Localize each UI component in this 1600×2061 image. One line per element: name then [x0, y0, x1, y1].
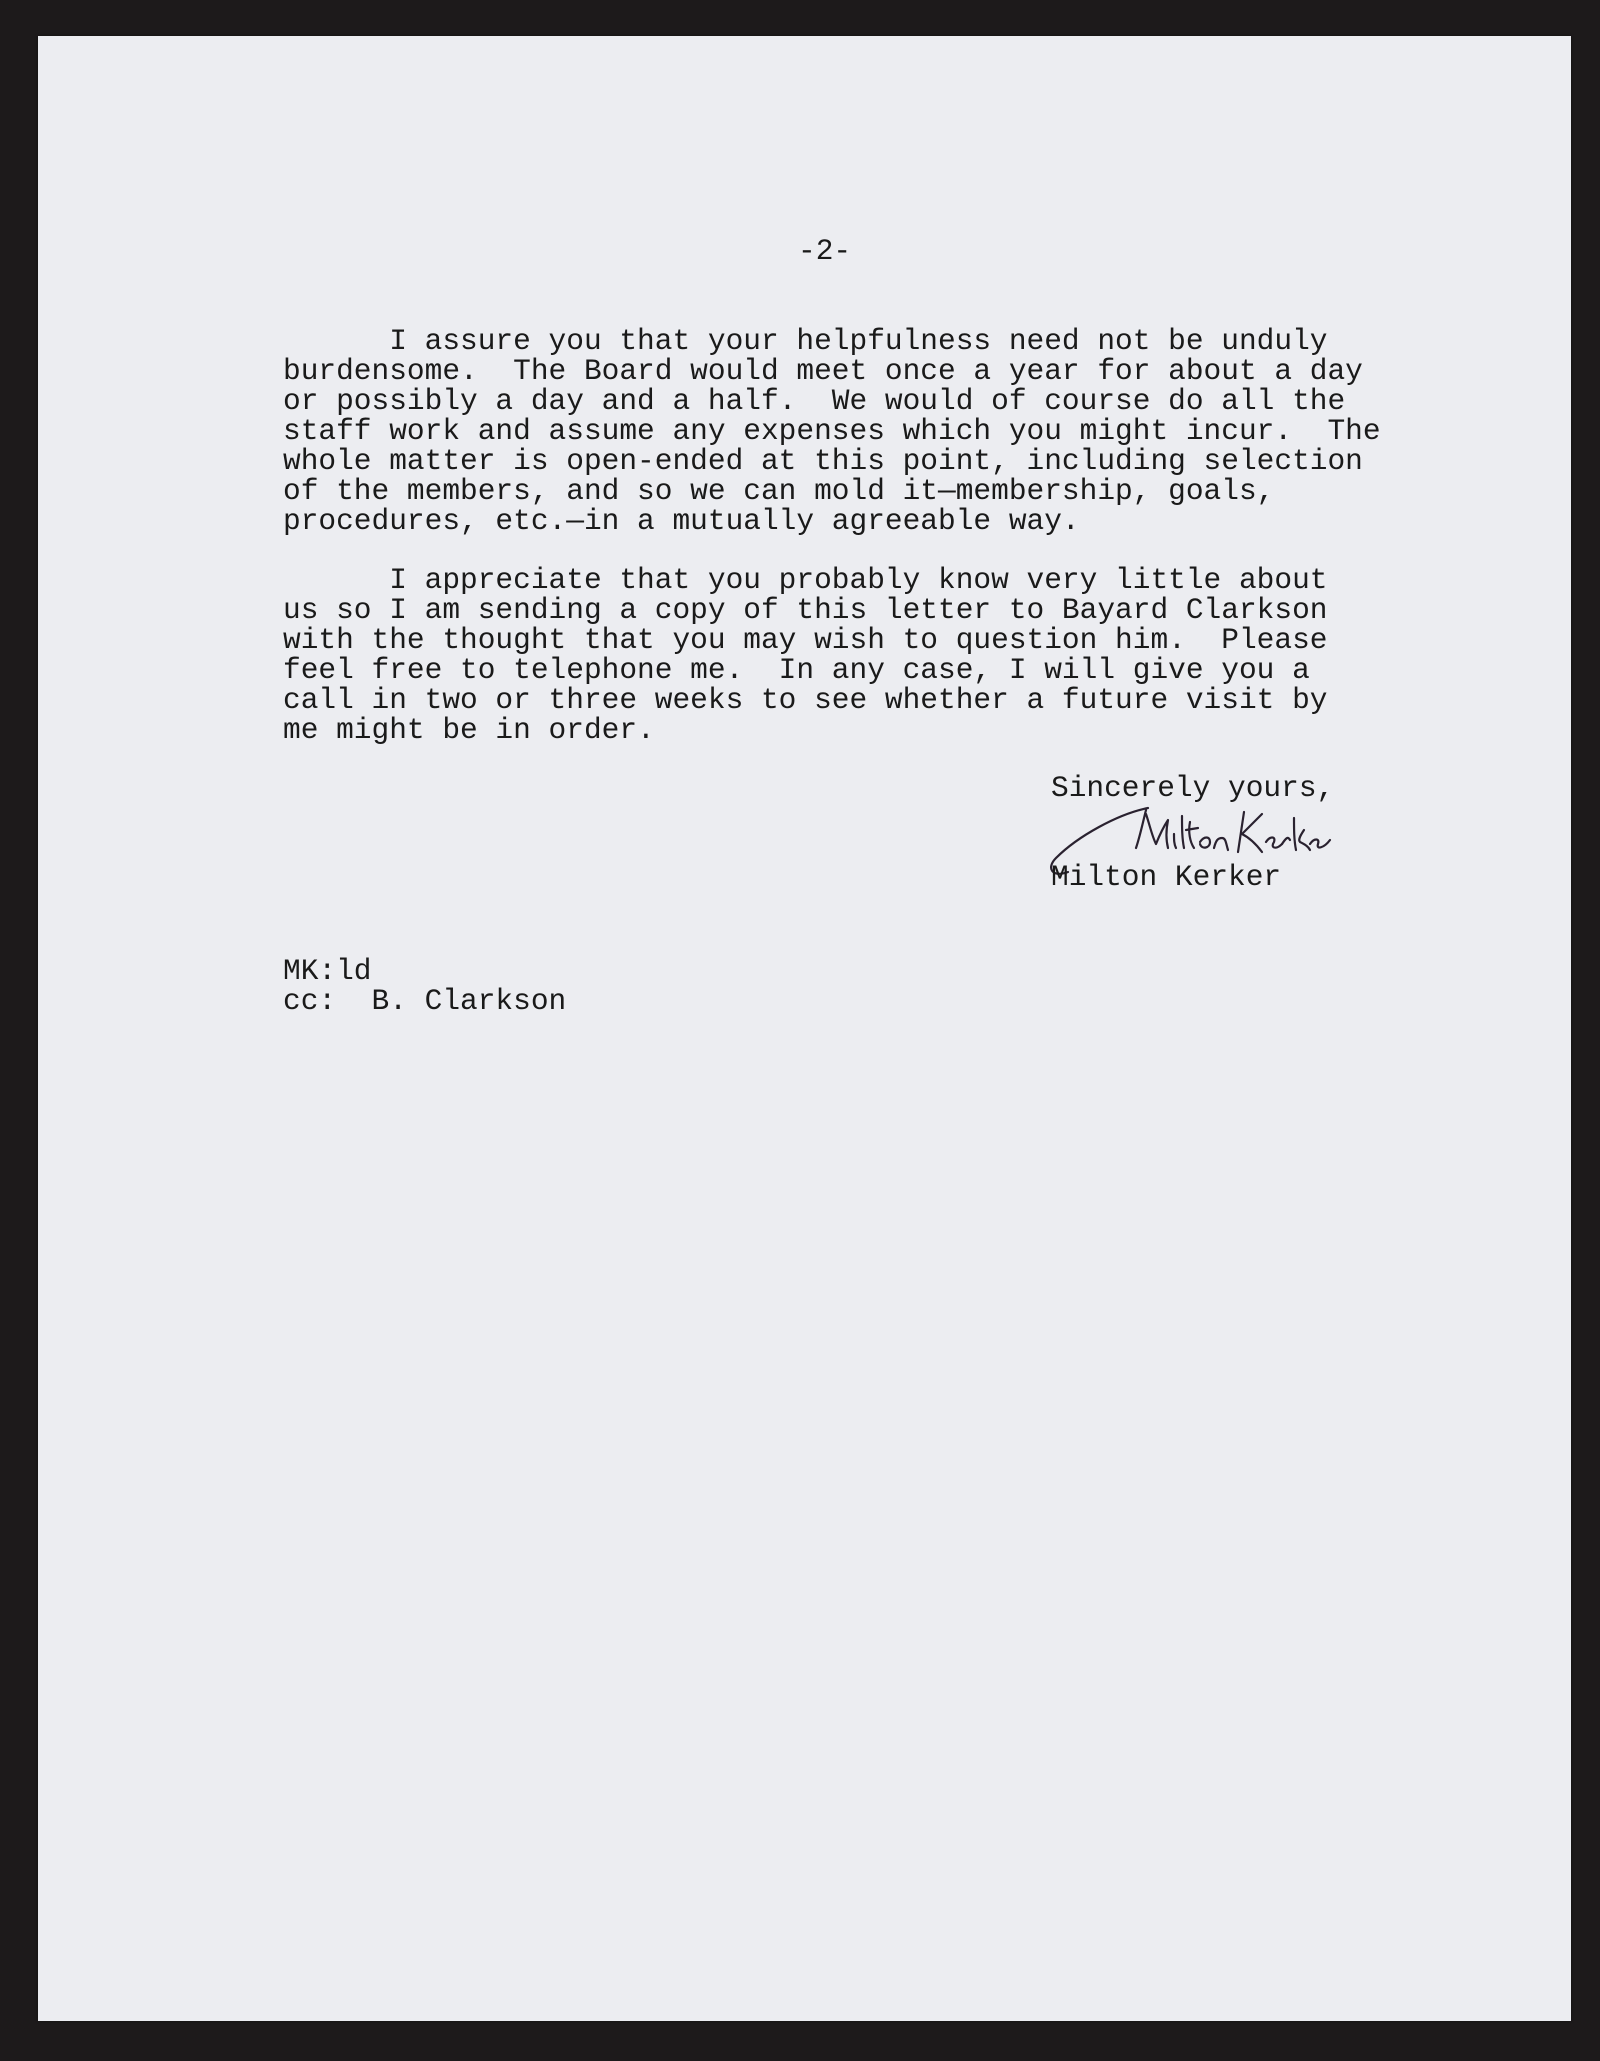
body-paragraph-2: I appreciate that you probably know very little about us so I am sending a copy of this letter to Bayard Clarkson with the thought that you may wish to question him. Please feel free to telephone me. In any case, I will give you a call in two or three weeks to see whether a future visit by me might be in order.	[283, 563, 1328, 747]
closing: Sincerely yours,	[1051, 771, 1335, 805]
body-paragraph-1: I assure you that your helpfulness need not be unduly burdensome. The Board would meet once a year for about a day or possibly a day and a half. We would of course do all the staff work and assume any expenses which you might incur. The whole matter is open-ended at this point, including selection of the members, and so we can mold it—membership, goals, procedures, etc.—in a mutually agreeable way.	[283, 324, 1381, 538]
signer-name: Milton Kerker	[1051, 860, 1282, 894]
letter-page	[38, 36, 1571, 2021]
page-number: -2-	[798, 234, 852, 268]
cc-line: cc: B. Clarkson	[283, 984, 567, 1018]
reference-initials: MK:ld	[283, 954, 372, 988]
